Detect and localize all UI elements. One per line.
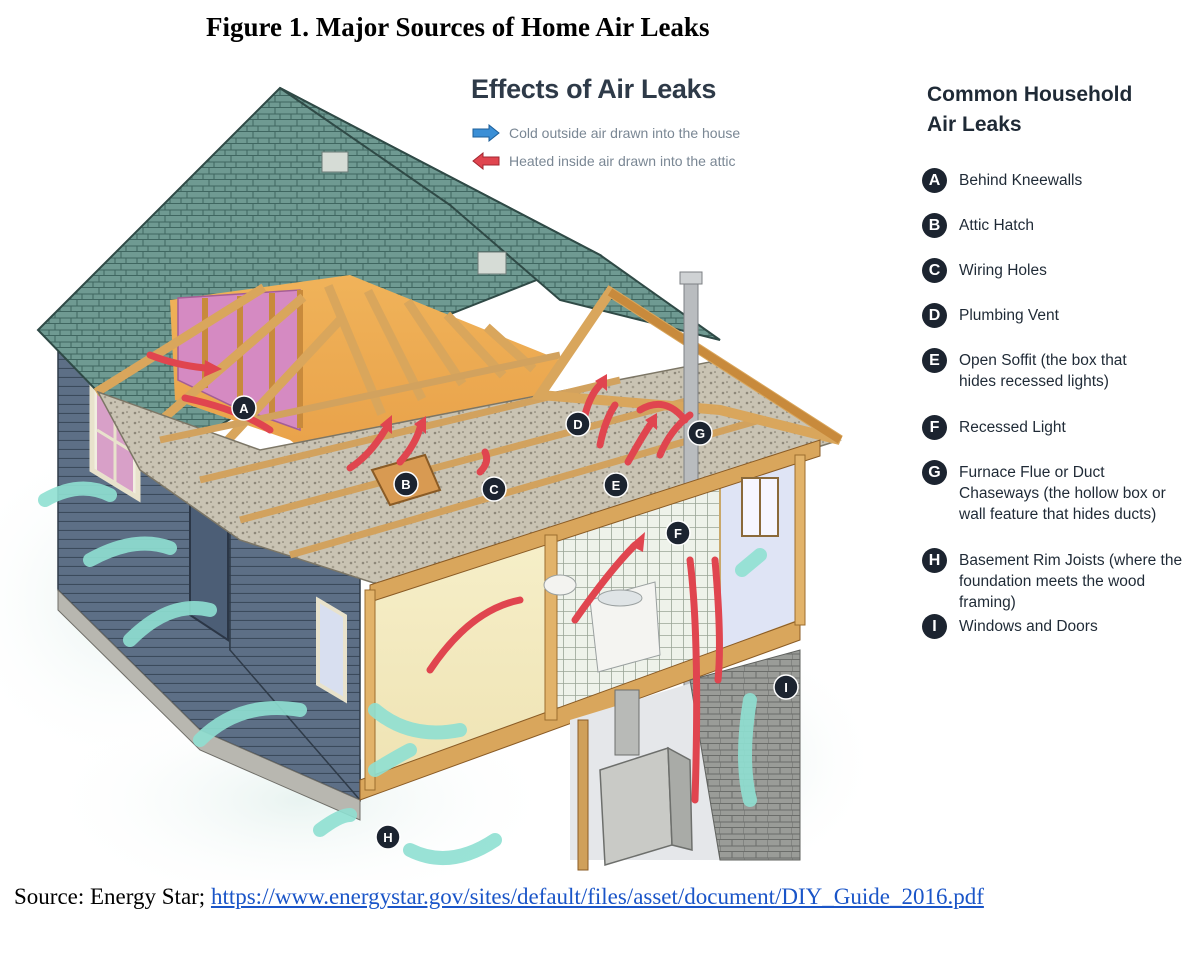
leak-badge: A [922, 168, 947, 193]
leak-text: Attic Hatch [959, 217, 1034, 234]
source-prefix: Source: Energy Star; [14, 884, 211, 909]
svg-text:H: H [383, 830, 393, 845]
leak-text: Behind Kneewalls [959, 172, 1083, 189]
svg-text:A: A [239, 401, 249, 416]
house-cutaway-illustration [0, 60, 900, 880]
source-link[interactable]: https://www.energystar.gov/sites/default/files/asset/document/DIY_Guide_2016.pdf [210, 884, 984, 909]
leak-text: Open Soffit (the box that hides recessed lights) [959, 352, 1127, 390]
leak-text: Plumbing Vent [959, 307, 1059, 324]
leak-text: Windows and Doors [959, 618, 1098, 635]
marker-g [688, 421, 712, 445]
leak-item-a [922, 168, 1082, 193]
svg-text:I: I [784, 680, 788, 695]
leak-item-g [922, 460, 1182, 525]
common-leaks-title: Common Household Air Leaks [927, 83, 1133, 136]
svg-text:D: D [573, 417, 583, 432]
leak-badge: D [922, 303, 947, 328]
svg-text:G: G [694, 426, 706, 441]
leak-text: Basement Rim Joists (where the foundation meets the wood framing) [959, 552, 1183, 611]
leak-item-f [922, 415, 1066, 440]
svg-text:C: C [489, 482, 499, 497]
leak-badge: C [922, 258, 947, 283]
source-citation [14, 884, 984, 910]
svg-text:F: F [674, 526, 682, 541]
leak-badge: F [922, 415, 947, 440]
leak-text: Wiring Holes [959, 262, 1047, 279]
leak-item-h [922, 548, 1194, 613]
leak-badge: G [922, 460, 947, 485]
leak-badge: I [922, 614, 947, 639]
marker-a [232, 396, 256, 420]
effects-title: Effects of Air Leaks [471, 74, 717, 104]
figure-title: Figure 1. Major Sources of Home Air Leaks [206, 12, 710, 42]
leak-badge: B [922, 213, 947, 238]
marker-h [376, 825, 400, 849]
leak-text: Furnace Flue or Duct Chaseways (the hollow box or wall feature that hides ducts) [959, 464, 1166, 523]
leak-item-e [922, 348, 1152, 392]
svg-text:B: B [401, 477, 411, 492]
leak-item-i [922, 614, 1098, 639]
legend-heated-air-label: Heated inside air drawn into the attic [509, 153, 736, 169]
legend-cold-air-label: Cold outside air drawn into the house [509, 125, 741, 141]
leak-item-b [922, 213, 1034, 238]
marker-f [666, 521, 690, 545]
leak-text: Recessed Light [959, 419, 1066, 436]
leak-badge: H [922, 548, 947, 573]
marker-b [394, 472, 418, 496]
svg-text:E: E [611, 478, 621, 493]
marker-e [604, 473, 628, 497]
leak-item-d [922, 303, 1059, 328]
marker-c [482, 477, 506, 501]
leak-badge: E [922, 348, 947, 373]
marker-d [566, 412, 590, 436]
leak-item-c [922, 258, 1047, 283]
marker-i [774, 675, 798, 699]
